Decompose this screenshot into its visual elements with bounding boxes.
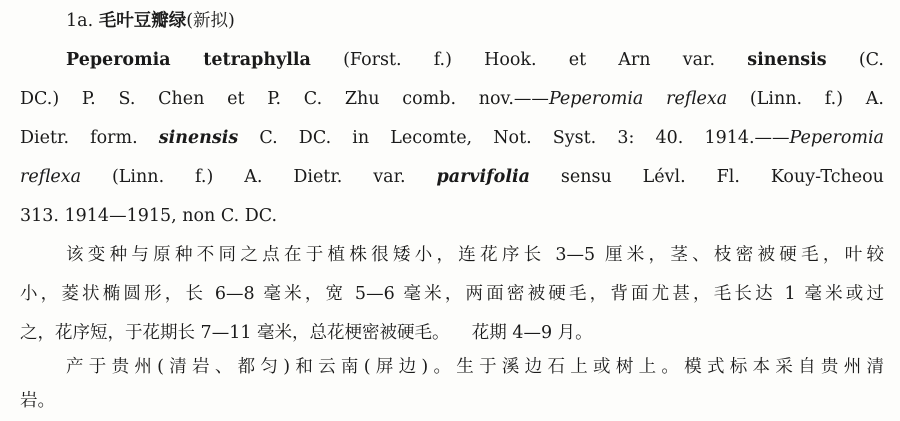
variety-name: sinensis xyxy=(747,50,827,70)
citation-text: C. DC. in Lecomte, Not. Syst. 3: 40. 1914.—— xyxy=(259,128,790,148)
distribution-text: 产于贵州(清岩、都匀)和云南(屏边)。生于溪边石上或树上。模式标本采自贵州清 xyxy=(66,357,884,377)
citation-line-4 xyxy=(20,162,884,192)
distribution-line-1 xyxy=(66,352,884,382)
taxon-number: 1a. xyxy=(66,11,94,31)
description-text: 之，花序短，于花期长 7—11 毫米，总花梗密被硬毛。 花期 4—9 月。 xyxy=(20,323,593,343)
description-line-3 xyxy=(20,318,884,348)
description-line-1 xyxy=(66,240,884,270)
distribution-line-2 xyxy=(20,386,884,416)
citation-author: (Forst. f.) Hook. et Arn var. xyxy=(343,50,716,70)
description-line-2 xyxy=(20,279,884,309)
taxon-heading xyxy=(66,6,235,36)
synonym-name: Peperomia reflexa xyxy=(548,89,728,109)
citation-text: Dietr. form. xyxy=(20,128,138,148)
citation-text: sensu Lévl. Fl. Kouy-Tcheou xyxy=(560,167,884,187)
citation-text: (Linn. f.) A. xyxy=(749,89,884,109)
species-name: Peperomia tetraphylla xyxy=(66,50,311,70)
citation-line-1 xyxy=(66,45,884,75)
citation-text: (Linn. f.) A. Dietr. var. xyxy=(111,167,406,187)
form-name: sinensis xyxy=(158,128,239,148)
synonym-name: Peperomia xyxy=(789,128,884,148)
taxon-note: (新拟) xyxy=(186,11,235,31)
citation-tail: (C. xyxy=(858,50,884,70)
citation-line-5 xyxy=(20,201,884,231)
citation-line-2 xyxy=(20,84,884,114)
description-text: 小，菱状椭圆形，长 6—8 毫米，宽 5—6 毫米，两面密被硬毛，背面尤甚，毛长达 1 毫米或过 xyxy=(20,284,884,304)
synonym-name: reflexa xyxy=(20,167,82,187)
taxon-name-cn: 毛叶豆瓣绿 xyxy=(98,11,187,31)
description-text: 该变种与原种不同之点在于植株很矮小，连花序长 3—5 厘米，茎、枝密被硬毛，叶较 xyxy=(66,245,884,265)
citation-text: 313. 1914—1915, non C. DC. xyxy=(20,206,278,226)
citation-line-3 xyxy=(20,123,884,153)
distribution-text: 岩。 xyxy=(20,391,55,411)
citation-text: DC.) P. S. Chen et P. C. Zhu comb. nov.—— xyxy=(20,89,549,109)
variety-name: parvifolia xyxy=(436,167,530,187)
